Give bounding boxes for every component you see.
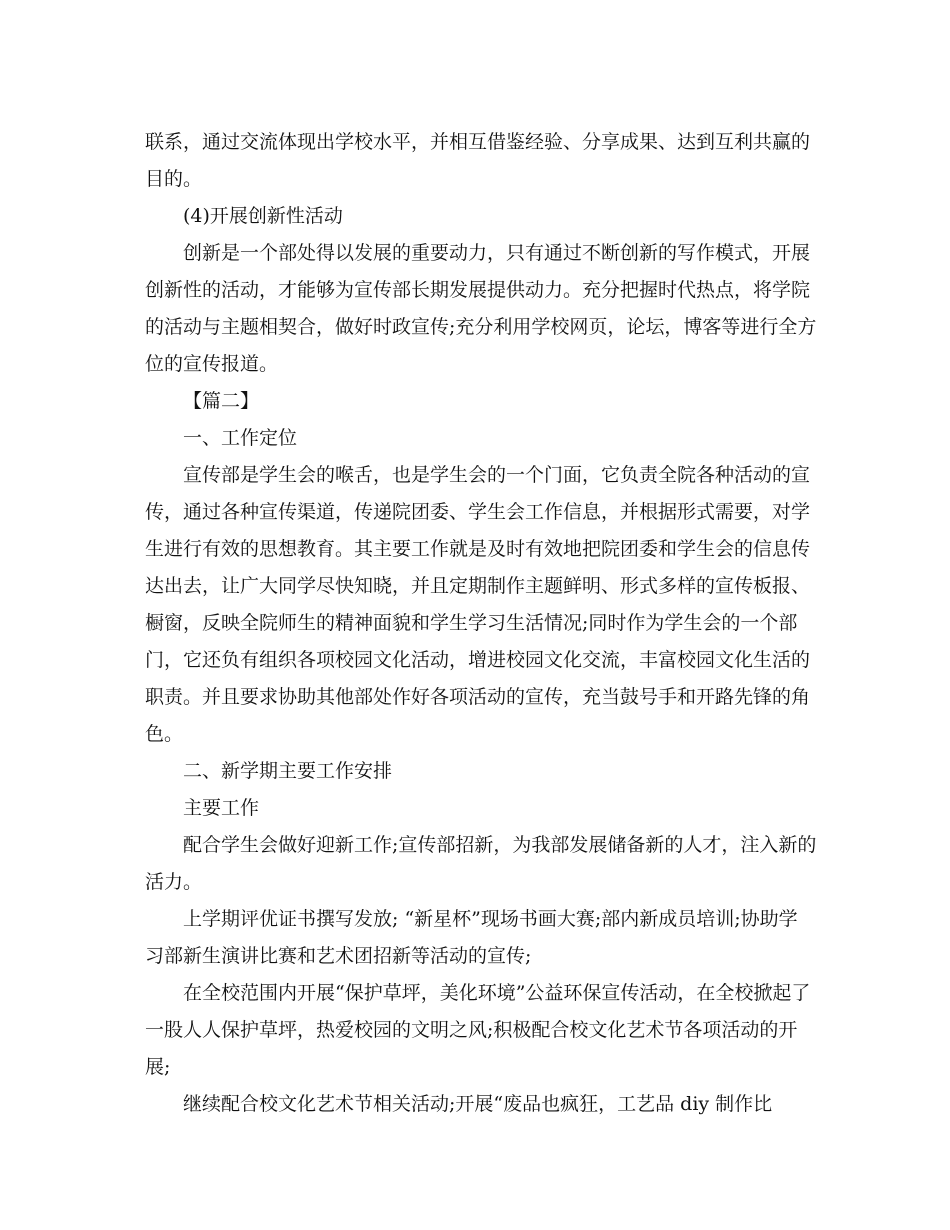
text-line: 色。 — [145, 723, 184, 745]
text-line: 生进行有效的思想教育。其主要工作就是及时有效地把院团委和学生会的信息传 — [145, 538, 811, 560]
text-line: 习部新生演讲比赛和艺术团招新等活动的宣传; — [145, 945, 532, 967]
paragraph-p1 — [145, 124, 811, 198]
text-line: 一、工作定位 — [183, 427, 298, 449]
text-line: 一股人人保护草坪，热爱校园的文明之风;积极配合校文化艺术节各项活动的开 — [145, 1019, 798, 1041]
text-line: 联系，通过交流体现出学校水平，并相互借鉴经验、分享成果、达到互利共赢的 — [145, 131, 811, 153]
text-line: 的活动与主题相契合，做好时政宣传;充分利用学校网页，论坛，博客等进行全方 — [145, 316, 817, 338]
text-line: 位的宣传报道。 — [145, 353, 279, 375]
text-line: 创新性的活动，才能够为宣传部长期发展提供动力。充分把握时代热点，将学院 — [145, 279, 811, 301]
text-line: (4)开展创新性活动 — [183, 205, 343, 227]
text-line: 创新是一个部处得以发展的重要动力，只有通过不断创新的写作模式，开展 — [183, 242, 811, 264]
paragraph-p5 — [145, 420, 805, 457]
text-line: 职责。并且要求协助其他部处作好各项活动的宣传，充当鼓号手和开路先锋的角 — [145, 686, 811, 708]
text-line: 配合学生会做好迎新工作;宣传部招新，为我部发展储备新的人才，注入新的 — [183, 834, 817, 856]
document-body — [145, 124, 817, 1123]
text-line: 【篇二】 — [183, 390, 260, 412]
paragraph-p11 — [145, 975, 811, 1086]
text-line: 橱窗，反映全院师生的精神面貌和学生学习生活情况;同时作为学生会的一个部 — [145, 612, 798, 634]
text-line: 二、新学期主要工作安排 — [183, 760, 393, 782]
text-line: 门，它还负有组织各项校园文化活动，增进校园文化交流，丰富校园文化生活的 — [145, 649, 811, 671]
paragraph-p9 — [145, 827, 817, 901]
text-line: 达出去，让广大同学尽快知晓，并且定期制作主题鲜明、形式多样的宣传板报、 — [145, 575, 811, 597]
text-line: 在全校范围内开展“保护草坪，美化环境”公益环保宣传活动，在全校掀起了 — [183, 982, 811, 1004]
paragraph-p12 — [145, 1086, 805, 1123]
text-line: 继续配合校文化艺术节相关活动;开展“废品也疯狂，工艺品 diy 制作比 — [183, 1093, 773, 1115]
text-line: 目的。 — [145, 168, 203, 190]
paragraph-p4 — [145, 383, 805, 420]
text-line: 展; — [145, 1056, 171, 1078]
paragraph-p2 — [145, 198, 805, 235]
paragraph-p10 — [145, 901, 805, 975]
paragraph-p3 — [145, 235, 817, 383]
text-line: 宣传部是学生会的喉舌，也是学生会的一个门面，它负责全院各种活动的宣 — [183, 464, 811, 486]
paragraph-p8 — [145, 790, 805, 827]
text-line: 传，通过各种宣传渠道，传递院团委、学生会工作信息，并根据形式需要，对学 — [145, 501, 811, 523]
paragraph-p7 — [145, 753, 805, 790]
text-line: 活力。 — [145, 871, 203, 893]
paragraph-p6 — [145, 457, 811, 753]
text-line: 主要工作 — [183, 797, 260, 819]
text-line: 上学期评优证书撰写发放; “新星杯”现场书画大赛;部内新成员培训;协助学 — [183, 908, 798, 930]
